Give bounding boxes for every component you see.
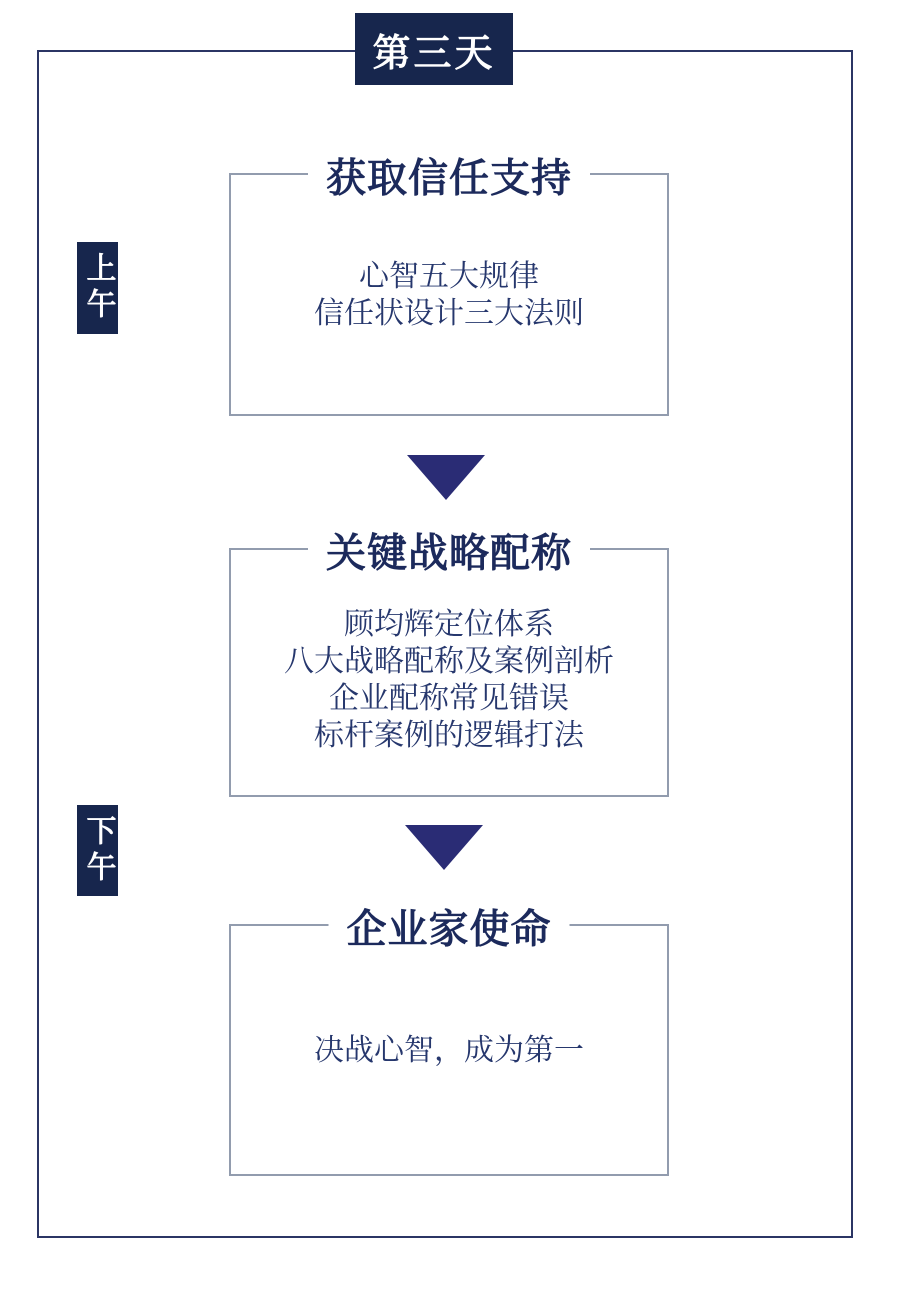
section-box-strategy — [229, 531, 669, 797]
section-title: 获取信任支持 — [308, 147, 590, 204]
content-line: 顾均辉定位体系 — [344, 607, 554, 641]
content-line: 信任状设计三大法则 — [314, 296, 584, 330]
time-badge-afternoon — [77, 805, 118, 896]
time-badge-morning — [77, 242, 118, 334]
time-badge-morning-label: 上午 — [81, 252, 115, 324]
section-content — [231, 175, 667, 414]
content-line: 决战心智，成为第一 — [314, 1033, 584, 1067]
content-line: 标杆案例的逻辑打法 — [314, 718, 584, 752]
content-line: 心智五大规律 — [359, 259, 539, 293]
day-badge — [355, 13, 513, 85]
section-content — [231, 550, 667, 795]
time-badge-afternoon-label: 下午 — [81, 814, 115, 887]
down-arrow-icon — [405, 825, 483, 870]
day-badge-label: 第三天 — [372, 32, 496, 75]
content-line: 八大战略配称及案例剖析 — [284, 644, 614, 678]
content-line: 企业配称常见错误 — [329, 681, 569, 715]
down-arrow-icon — [407, 455, 485, 500]
section-title: 关键战略配称 — [308, 522, 590, 579]
section-box-mission — [229, 907, 669, 1176]
section-content — [231, 926, 667, 1174]
section-box-trust — [229, 156, 669, 416]
section-title: 企业家使命 — [329, 898, 570, 955]
